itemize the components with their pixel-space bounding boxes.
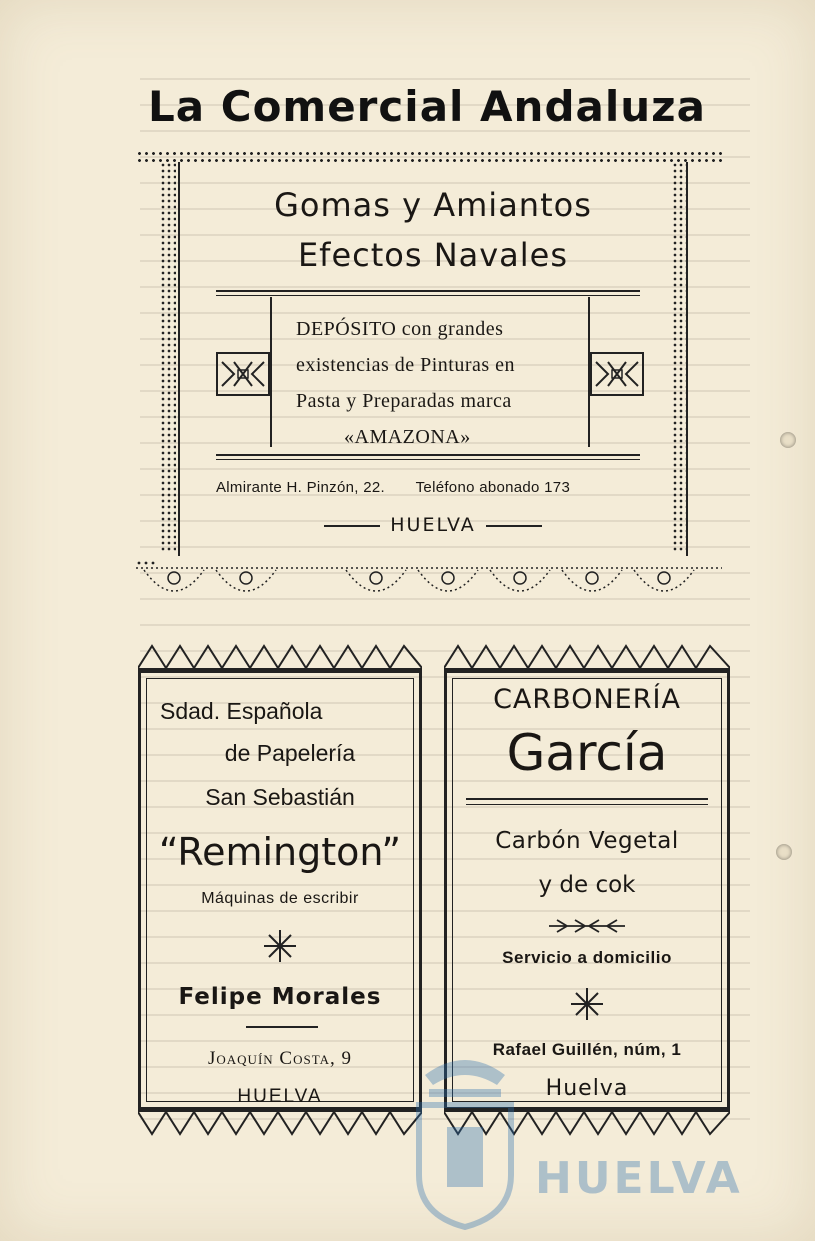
depot-notice xyxy=(270,297,590,447)
watermark-label: HUELVA xyxy=(535,1153,743,1204)
product-subtitle: Máquinas de escribir xyxy=(201,890,359,907)
owner-name: Felipe Morales xyxy=(178,984,382,1010)
top-advertisement xyxy=(178,162,688,556)
city-name: HUELVA xyxy=(390,514,476,536)
divider xyxy=(216,459,640,460)
city-name: HUELVA xyxy=(237,1086,323,1107)
zigzag-border-bottom xyxy=(138,1110,422,1140)
company-line: de Papelería xyxy=(224,740,356,766)
phone-number: Teléfono abonado 173 xyxy=(415,479,571,496)
depot-line: «AMAZONA» xyxy=(344,426,471,448)
right-advertisement xyxy=(444,640,730,1140)
product-line: Carbón Vegetal xyxy=(495,828,679,854)
zigzag-border-top xyxy=(138,640,422,670)
service-text: Servicio a domicilio xyxy=(502,948,672,967)
product-line: y de cok xyxy=(538,872,636,898)
asterisk-ornament-icon xyxy=(569,986,605,1022)
left-advertisement xyxy=(138,640,422,1140)
zigzag-border-top xyxy=(444,640,730,670)
city-row xyxy=(180,514,686,536)
zigzag-border-bottom xyxy=(444,1110,730,1140)
company-line: Sdad. Española xyxy=(160,698,323,724)
depot-line: DEPÓSITO con grandes xyxy=(296,318,504,340)
street-address: Almirante H. Pinzón, 22. xyxy=(216,479,385,496)
flourish-ornament-icon xyxy=(547,918,627,934)
shop-heading: CARBONERÍA xyxy=(493,684,681,715)
ad-heading-line1: Gomas y Amiantos xyxy=(274,186,592,224)
lace-border-left xyxy=(160,162,176,552)
city-name: Huelva xyxy=(545,1076,629,1101)
binding-hole xyxy=(780,432,796,448)
asterisk-ornament-icon xyxy=(262,928,298,964)
divider xyxy=(466,798,708,800)
page-title: La Comercial Andaluza xyxy=(148,82,706,131)
greek-key-ornament-left xyxy=(216,352,270,396)
brand-name: “Remington” xyxy=(158,830,402,874)
shop-address: Rafael Guillén, núm, 1 xyxy=(492,1040,682,1059)
divider xyxy=(216,454,640,456)
binding-hole xyxy=(776,844,792,860)
address-line xyxy=(216,479,570,496)
divider xyxy=(216,290,640,292)
company-line: San Sebastián xyxy=(205,784,355,810)
shop-name: García xyxy=(506,724,668,782)
divider xyxy=(216,295,640,296)
depot-line: existencias de Pinturas en xyxy=(296,354,516,376)
greek-key-ornament-right xyxy=(590,352,644,396)
depot-line: Pasta y Preparadas marca xyxy=(296,390,512,412)
shop-address: Joaquín Costa, 9 xyxy=(208,1048,352,1069)
divider xyxy=(466,804,708,805)
ad-heading-line2: Efectos Navales xyxy=(297,236,569,274)
divider xyxy=(246,1026,318,1028)
lace-border-bottom xyxy=(136,560,722,610)
